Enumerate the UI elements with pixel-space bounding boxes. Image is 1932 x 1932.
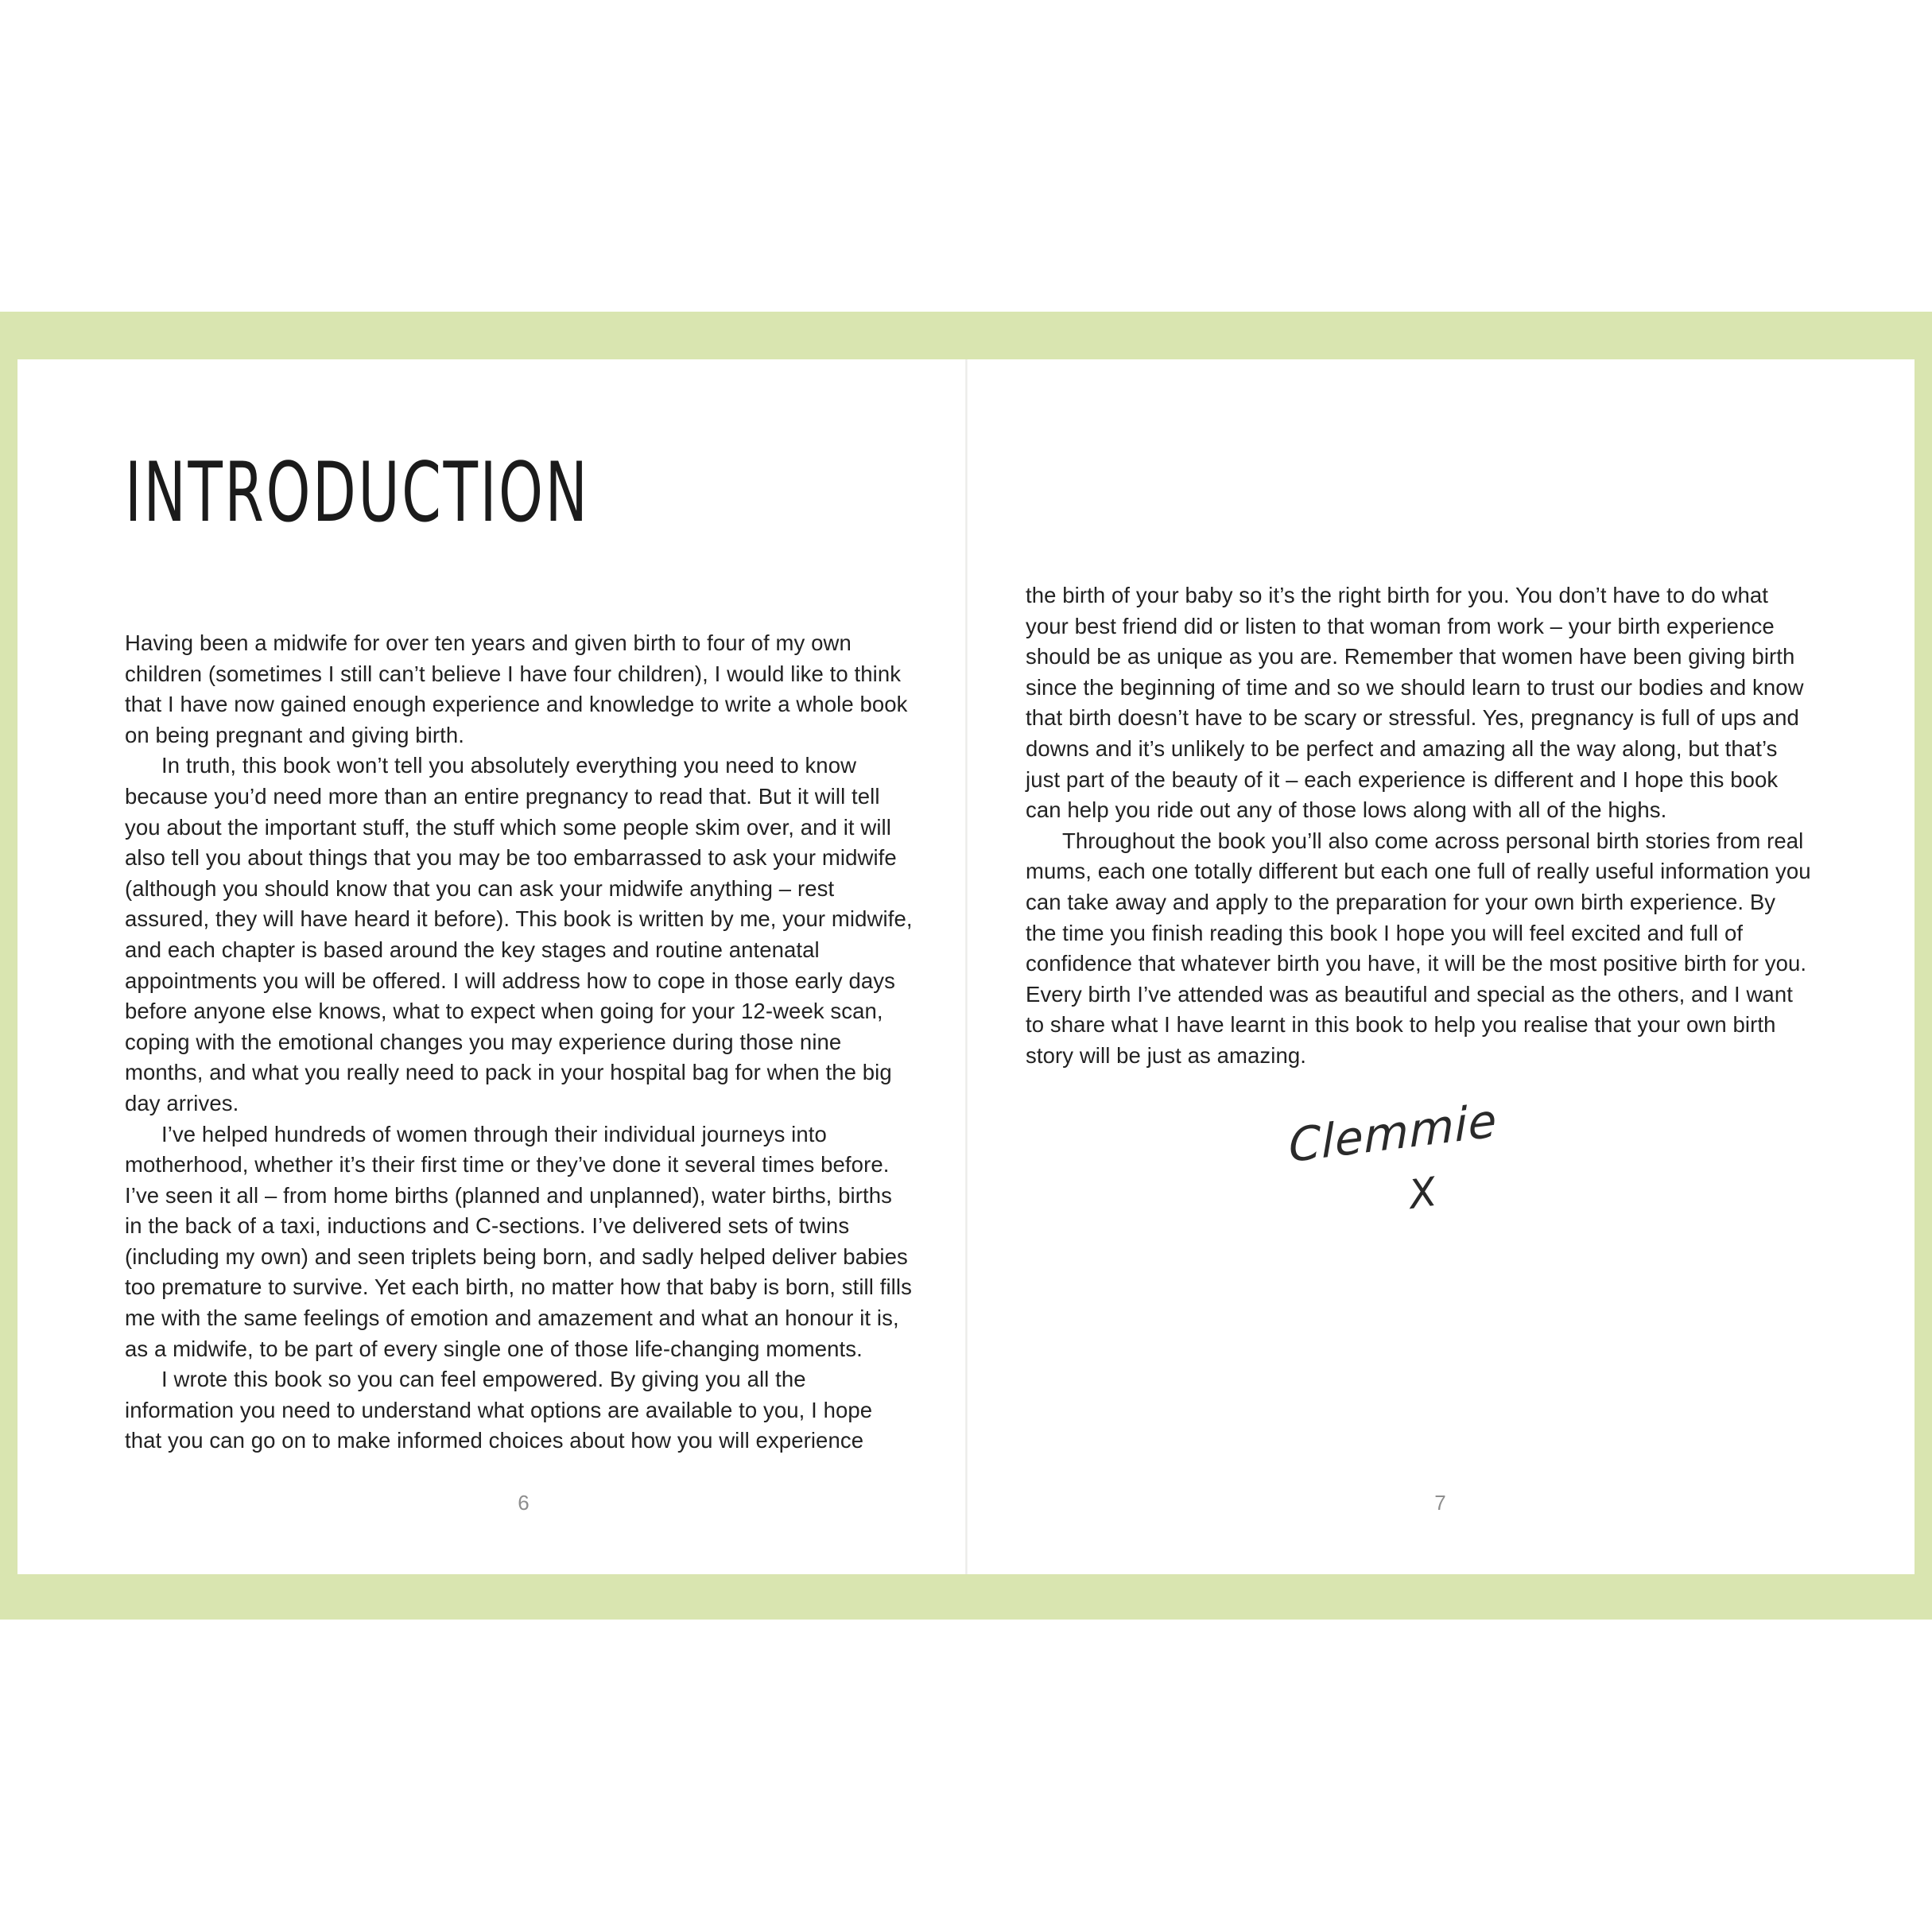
page-gutter (965, 359, 968, 1574)
chapter-title: INTRODUCTION (125, 445, 590, 541)
page-number-left: 6 (518, 1491, 530, 1515)
right-page (966, 359, 1915, 1574)
paragraph: I’ve helped hundreds of women through their individual journeys into motherhood, whether it’s their first time or they’ve done it several times before. I’ve seen it all – from home births (planned and unplanned), water births, births in the back of a taxi, inductions and C-sections. I’ve delivered sets of twins (including my own) and seen triplets being born, and sadly helped deliver babies too premature to survive. Yet each birth, no matter how that baby is born, still fills me with the same feelings of emotion and amazement and what an honour it is, as a midwife, to be part of every single one of those life-changing moments. (125, 1121, 912, 1361)
paragraph: Throughout the book you’ll also come across personal birth stories from real mums, each one totally different but each one full of really useful information you can take away and apply to the preparation for your own birth experience. By the time you finish reading this book I hope you will feel excited and full of confidence that whatever birth you have, it will be the most positive birth for you. Every birth I’ve attended was as beautiful and special as the others, and I want to share what I have learnt in this book to help you realise that your own birth story will be just as amazing. (1026, 828, 1811, 1068)
left-page-body (125, 534, 914, 1457)
page-number-right: 7 (1434, 1491, 1446, 1515)
signature-name: Clemmie (1288, 1092, 1498, 1173)
author-signature (1288, 1092, 1811, 1245)
paragraph: In truth, this book won’t tell you absolutely everything you need to know because you’d need more than an entire pregnancy to read that. But it will tell you about the important stuff, the stuff which some people skim over, and it will also tell you about things that you may be too embarrassed to ask your midwife (although you should know that you can ask your midwife anything – rest assured, they will have heard it before). This book is written by me, your midwife, and each chapter is based around the key stages and routine antenatal appointments you will be offered. I will address how to cope in those early days before anyone else knows, what to expect when going for your 12-week scan, coping with the emotional changes you may experience during those nine months, and what you really need to pack in your hospital bag for when the big day arrives. (125, 753, 913, 1115)
right-page-body (1026, 359, 1811, 1245)
paragraph: Having been a midwife for over ten years and given birth to four of my own children (sometimes I still can’t believe I have four children), I would like to think that I have now gained enough experience and knowledge to write a whole book on being pregnant and giving birth. (125, 630, 908, 747)
paragraph: I wrote this book so you can feel empowered. By giving you all the information you need to understand what options are available to you, I hope that you can go on to make informed choices about how you will experience (125, 1367, 873, 1453)
signature-kiss: X (1406, 1168, 1440, 1219)
book-spread (17, 359, 1915, 1574)
left-page (17, 359, 966, 1574)
paragraph: the birth of your baby so it’s the right birth for you. You don’t have to do what your best friend did or listen to that woman from work – your birth experience should be as unique as you are. Remember that women have been giving birth since the beginning of time and so we should learn to trust our bodies and know that birth doesn’t have to be scary or stressful. Yes, pregnancy is full of ups and downs and it’s unlikely to be perfect and amazing all the way along, but that’s just part of the beauty of it – each experience is different and I hope this book can help you ride out any of those lows along with all of the highs. (1026, 583, 1804, 823)
